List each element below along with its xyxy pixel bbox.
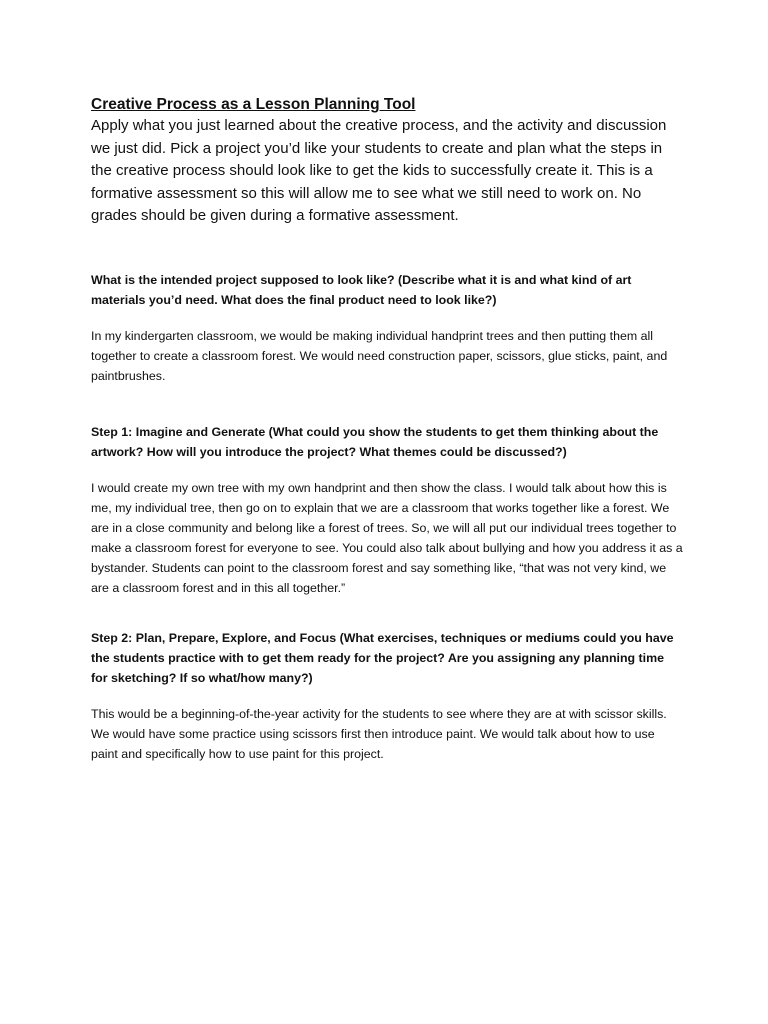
answer-step-2: This would be a beginning-of-the-year activity for the students to see where they are at with scissor skills. We would have some practice using scissors first then introduce paint. We would talk about how to use paint and specifically how to use paint for this project. [91, 706, 667, 761]
question-step-2: Step 2: Plan, Prepare, Explore, and Focus (What exercises, techniques or mediums could you have the students practice with to get them ready for the project? Are you assigning any planning time for sketching? If so what/how many?) [91, 630, 674, 685]
answer-step-1: I would create my own tree with my own handprint and then show the class. I would talk about how this is me, my individual tree, then go on to explain that we are a classroom that works together like a forest. We are in a close community and belong like a forest of trees. So, we will all put our individual trees together to make a classroom forest for everyone to see. You could also talk about bullying and how you address it as a bystander. Students can point to the classroom forest and say something like, “that was not very kind, we are a classroom forest and in this all together.” [91, 480, 683, 595]
question-project-description: What is the intended project supposed to look like? (Describe what it is and what kind of art materials you’d need. What does the final product need to look like?) [91, 272, 632, 307]
answer-project-description: In my kindergarten classroom, we would be making individual handprint trees and then putting them all together to create a classroom forest. We would need construction paper, scissors, glue sticks, paint, and paintbrushes. [91, 328, 668, 383]
question-step-1: Step 1: Imagine and Generate (What could you show the students to get them thinking about the artwork? How will you introduce the project? What themes could be discussed?) [91, 424, 659, 459]
intro-paragraph: Apply what you just learned about the creative process, and the activity and discussion we just did. Pick a project you’d like your students to create and plan what the steps in the creative process should look like to get the kids to successfully create it. This is a formative assessment so this will allow me to see what we still need to work on. No grades should be given during a formative assessment. [91, 117, 667, 225]
document-page [91, 95, 683, 764]
document-title: Creative Process as a Lesson Planning Tool [91, 96, 416, 113]
